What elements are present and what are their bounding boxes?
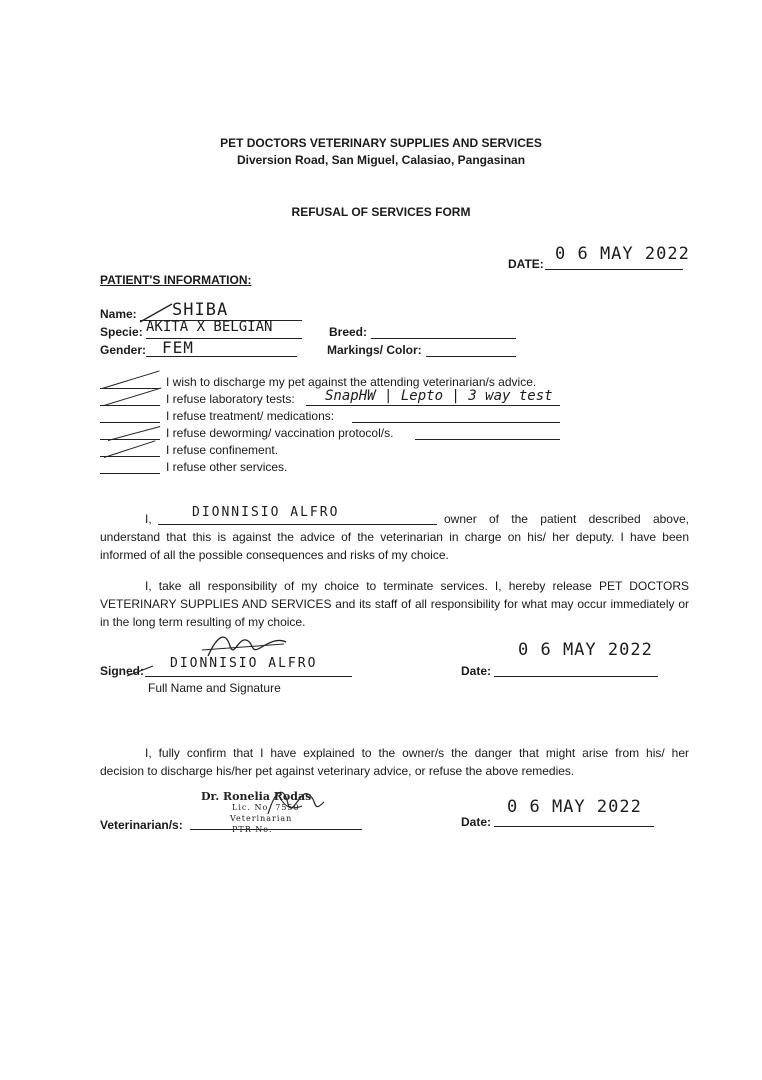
- signed-date-line: [494, 676, 658, 677]
- option-text: I refuse treatment/ medications:: [166, 409, 335, 423]
- company-address: Diversion Road, San Miguel, Calasiao, Pangasinan: [236, 153, 526, 167]
- responsibility-line1: I, take all responsibility of my choice to terminate services. I, hereby release PET DOCTORS: [145, 579, 689, 593]
- date-value[interactable]: 0 6 MAY 2022: [555, 244, 690, 264]
- signed-label: Signed:: [100, 664, 144, 678]
- vet-stamp-title: Veterinarian: [230, 814, 293, 823]
- option-detail-line: [306, 405, 560, 406]
- date-line: [545, 269, 683, 270]
- gender-value[interactable]: FEM: [162, 338, 194, 357]
- option-line: [100, 405, 160, 406]
- option-line: [100, 473, 160, 474]
- statement-line3: informed of all the possible consequences and risks of my choice.: [100, 548, 449, 562]
- statement-line2: understand that this is against the advice of the veterinarian in charge on his/ her deputy. I have been: [100, 530, 689, 544]
- option-check-mark[interactable]: [104, 387, 162, 405]
- option-line: [100, 422, 160, 423]
- vet-stamp-license: Lic. No. 7550: [232, 803, 300, 812]
- date-label: DATE:: [508, 257, 544, 271]
- vet-stamp-ptr: PTR No.: [232, 825, 273, 834]
- option-text: I refuse confinement.: [166, 443, 279, 457]
- vet-signature-line: [190, 829, 362, 830]
- owner-name-value[interactable]: DIONNISIO ALFRO: [192, 505, 340, 520]
- vet-stamp-name: Dr. Ronelia Rodas: [201, 790, 312, 803]
- option-text: I refuse deworming/ vaccination protocol/s.: [166, 426, 394, 440]
- signature-caption: Full Name and Signature: [148, 681, 281, 695]
- patient-info-title: PATIENT'S INFORMATION:: [100, 273, 252, 287]
- signed-date-label: Date:: [461, 664, 492, 678]
- option-line: [100, 388, 160, 389]
- gender-label: Gender:: [100, 343, 147, 357]
- signed-arrow-mark: [125, 664, 155, 678]
- responsibility-line2: VETERINARY SUPPLIES AND SERVICES and its staff of all responsibility for what may occur immediately or: [100, 597, 689, 611]
- statement-i-label: I,: [145, 512, 152, 526]
- option-text: I refuse laboratory tests:: [166, 392, 295, 406]
- signed-date-value[interactable]: 0 6 MAY 2022: [518, 640, 653, 660]
- vet-date-line: [494, 826, 654, 827]
- specie-label: Specie:: [100, 325, 143, 339]
- confirm-line2: decision to discharge his/her pet against veterinary advice, or refuse the above remedies.: [100, 764, 575, 778]
- option-text: I refuse other services.: [166, 460, 288, 474]
- option-detail-line: [352, 422, 560, 423]
- option-detail-value[interactable]: SnapHW | Lepto | 3 way test: [325, 388, 553, 404]
- vet-signature-scribble: [262, 784, 332, 824]
- name-value[interactable]: SHIBA: [172, 300, 229, 320]
- vet-date-label: Date:: [461, 815, 492, 829]
- option-check-mark[interactable]: [102, 370, 160, 388]
- specie-value[interactable]: AKITA X BELGIAN: [146, 319, 273, 335]
- vet-label: Veterinarian/s:: [100, 818, 183, 832]
- owner-name-line: [158, 524, 437, 525]
- option-text: I wish to discharge my pet against the attending veterinarian/s advice.: [166, 375, 537, 389]
- markings-line: [426, 356, 516, 357]
- form-title: REFUSAL OF SERVICES FORM: [291, 205, 471, 219]
- signature-line: [145, 676, 352, 677]
- statement-line1-tail: owner of the patient described above,: [444, 512, 689, 526]
- company-name: PET DOCTORS VETERINARY SUPPLIES AND SERVICES: [220, 136, 542, 150]
- option-detail-line: [415, 439, 560, 440]
- signed-name-value[interactable]: DIONNISIO ALFRO: [170, 656, 318, 671]
- vet-date-value[interactable]: 0 6 MAY 2022: [507, 797, 642, 817]
- responsibility-line3: in the long term resulting of my choice.: [100, 615, 306, 629]
- confirm-line1: I, fully confirm that I have explained to the owner/s the danger that might arise from his/ her: [145, 746, 689, 760]
- breed-label: Breed:: [329, 325, 368, 339]
- markings-label: Markings/ Color:: [327, 343, 422, 357]
- name-label: Name:: [100, 307, 137, 321]
- breed-line: [371, 338, 516, 339]
